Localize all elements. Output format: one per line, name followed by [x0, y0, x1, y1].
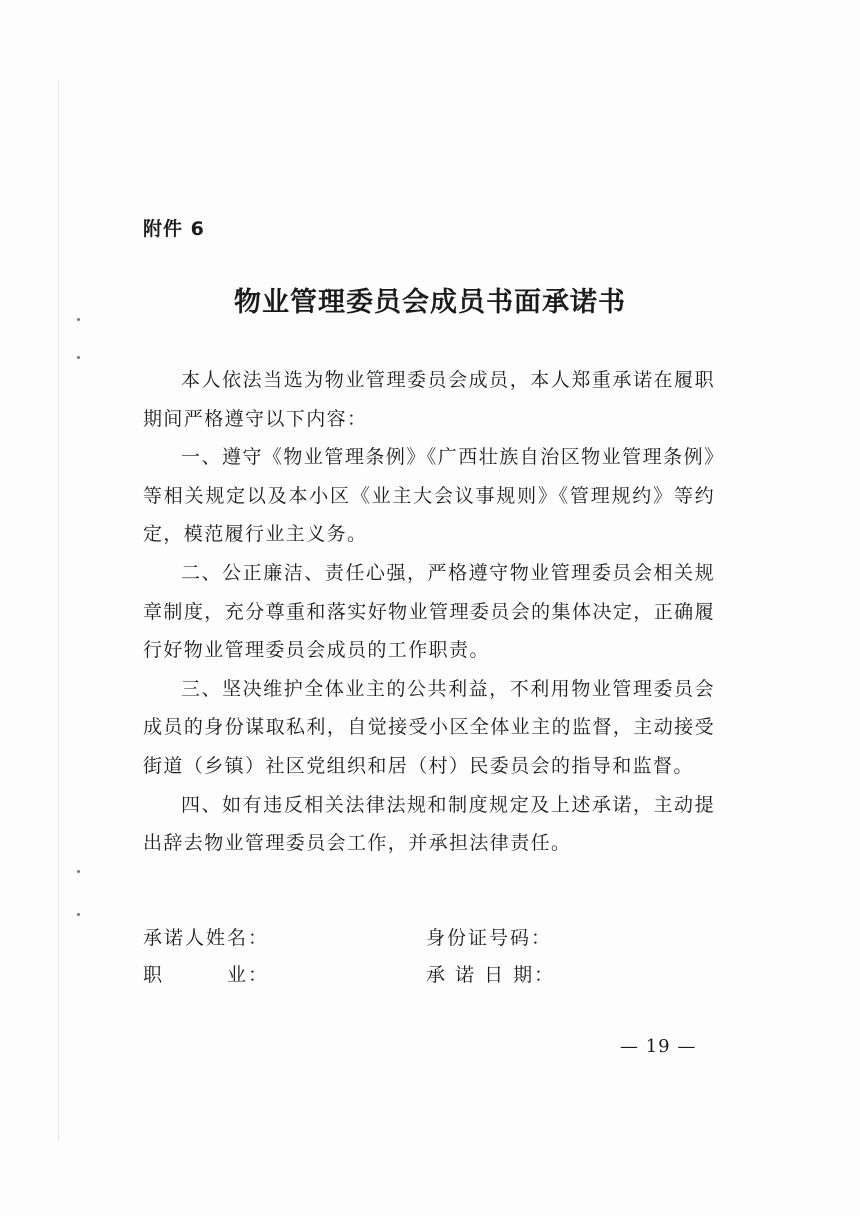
document-body: [143, 361, 715, 863]
binding-hole-mark: [77, 356, 80, 359]
occupation-label: 职 业：: [143, 964, 270, 986]
binding-hole-mark: [77, 870, 80, 873]
id-number-label: 身份证号码：: [426, 927, 553, 949]
binding-hole-mark: [77, 913, 80, 916]
page-number: — 19 —: [620, 1036, 697, 1057]
intro-paragraph: 本人依法当选为物业管理委员会成员，本人郑重承诺在履职期间严格遵守以下内容：: [143, 369, 715, 430]
pledge-item-3: 三、坚决维护全体业主的公共利益，不利用物业管理委员会成员的身份谋取私利，自觉接受小区全体业主的监督，主动接受街道（乡镇）社区党组织和居（村）民委员会的指导和监督。: [143, 677, 715, 777]
binding-line: [58, 80, 59, 1140]
name-label: 承诺人姓名：: [143, 927, 270, 949]
date-label: 承 诺 日 期：: [426, 964, 556, 986]
pledge-item-4: 四、如有违反相关法律法规和制度规定及上述承诺，主动提出辞去物业管理委员会工作，并承担法律责任。: [143, 793, 715, 855]
attachment-label: 附件 6: [143, 218, 205, 240]
document-title: 物业管理委员会成员书面承诺书: [234, 287, 626, 318]
pledge-item-1: 一、遵守《物业管理条例》《广西壮族自治区物业管理条例》等相关规定以及本小区《业主大会议事规则》《管理规约》等约定，模范履行业主义务。: [143, 446, 715, 546]
pledge-item-2: 二、公正廉洁、责任心强，严格遵守物业管理委员会相关规章制度，充分尊重和落实好物业管理委员会的集体决定，正确履行好物业管理委员会成员的工作职责。: [143, 561, 715, 662]
